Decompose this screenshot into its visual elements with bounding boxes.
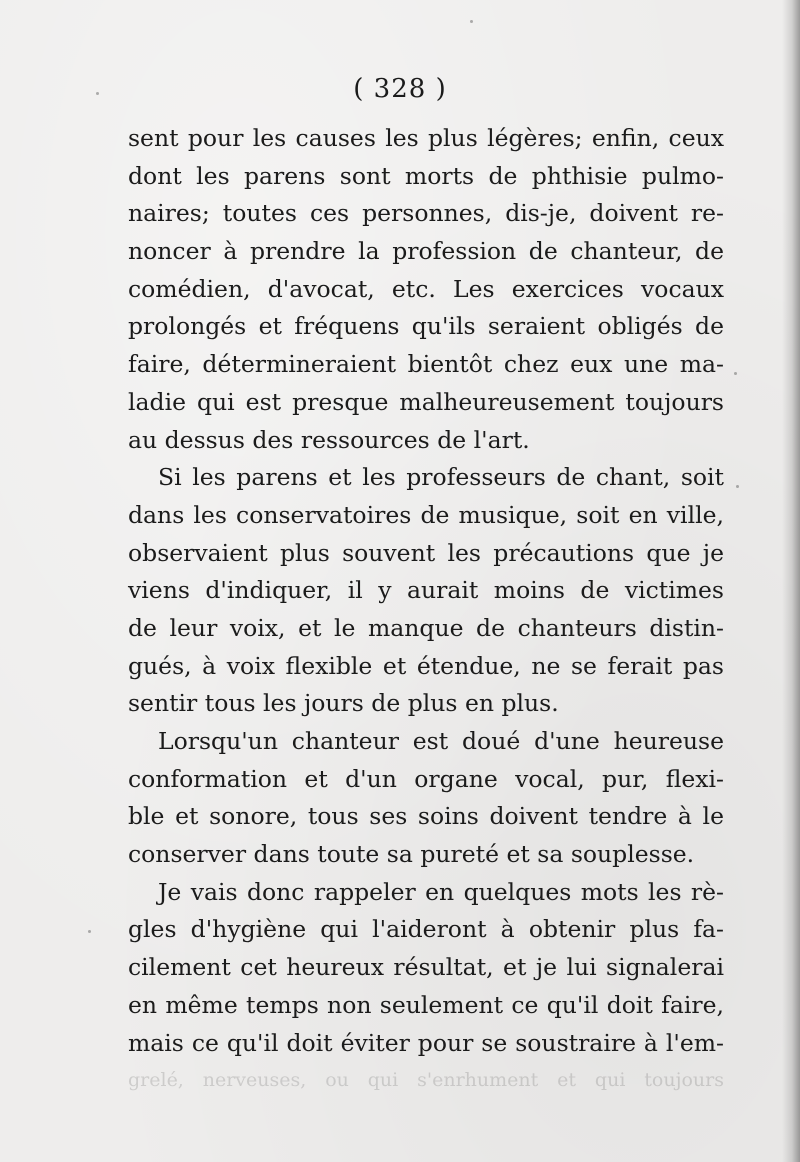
text-line: ble et sonore, tous ses soins doivent tendre à le [128, 802, 724, 831]
text-line: cilement cet heureux résultat, et je lui signalerai [128, 953, 724, 982]
text-line: en même temps non seulement ce qu'il doit faire, [128, 990, 724, 1019]
text-line: conformation et d'un organe vocal, pur, flexi- [128, 764, 724, 793]
text-line: de leur voix, et le manque de chanteurs distin- [128, 613, 724, 642]
paper-speck [470, 20, 473, 23]
text-line: ladie qui est presque malheureusement toujours [128, 387, 724, 416]
paper-speck [96, 92, 99, 95]
paragraph-start: Si les parens et les professeurs de chant, soit [158, 463, 724, 492]
text-line: dont les parens sont morts de phthisie pulmo- [128, 161, 724, 190]
text-line: au dessus des ressources de l'art. [128, 425, 530, 454]
text-line: prolongés et fréquens qu'ils seraient obligés de [128, 312, 724, 341]
paper-speck [734, 372, 737, 375]
bleed-through-line: grelé, nerveuses, ou qui s'enrhument et qui toujours [128, 1069, 724, 1092]
text-line: observaient plus souvent les précautions que je [128, 538, 724, 567]
paragraph-start: Lorsqu'un chanteur est doué d'une heureuse [158, 727, 724, 755]
text-line: noncer à prendre la profession de chanteur, de [128, 237, 724, 266]
text-line: sent pour les causes les plus légères; enfin, ceux [128, 124, 724, 152]
page-number: ( 328 ) [353, 74, 447, 104]
text-line: viens d'indiquer, il y aurait moins de victimes [128, 576, 724, 605]
text-line: naires; toutes ces personnes, dis-je, doivent re- [128, 199, 724, 228]
paragraph-start: Je vais donc rappeler en quelques mots les rè- [158, 877, 724, 906]
text-line: conserver dans toute sa pureté et sa souplesse. [128, 840, 695, 869]
text-line: dans les conservatoires de musique, soit en ville, [128, 500, 724, 529]
page-edge-shadow [782, 0, 800, 1162]
text-line: gués, à voix flexible et étendue, ne se ferait pas [128, 651, 724, 680]
text-line: mais ce qu'il doit éviter pour se soustraire à l'em- [128, 1028, 724, 1057]
text-line: gles d'hygiène qui l'aideront à obtenir plus fa- [128, 915, 724, 944]
paper-speck [88, 930, 91, 933]
body-text [128, 120, 724, 1100]
text-line: comédien, d'avocat, etc. Les exercices vocaux [128, 274, 724, 303]
text-line: sentir tous les jours de plus en plus. [128, 689, 559, 718]
text-line: faire, détermineraient bientôt chez eux une ma- [128, 350, 724, 379]
paper-speck [736, 485, 739, 488]
